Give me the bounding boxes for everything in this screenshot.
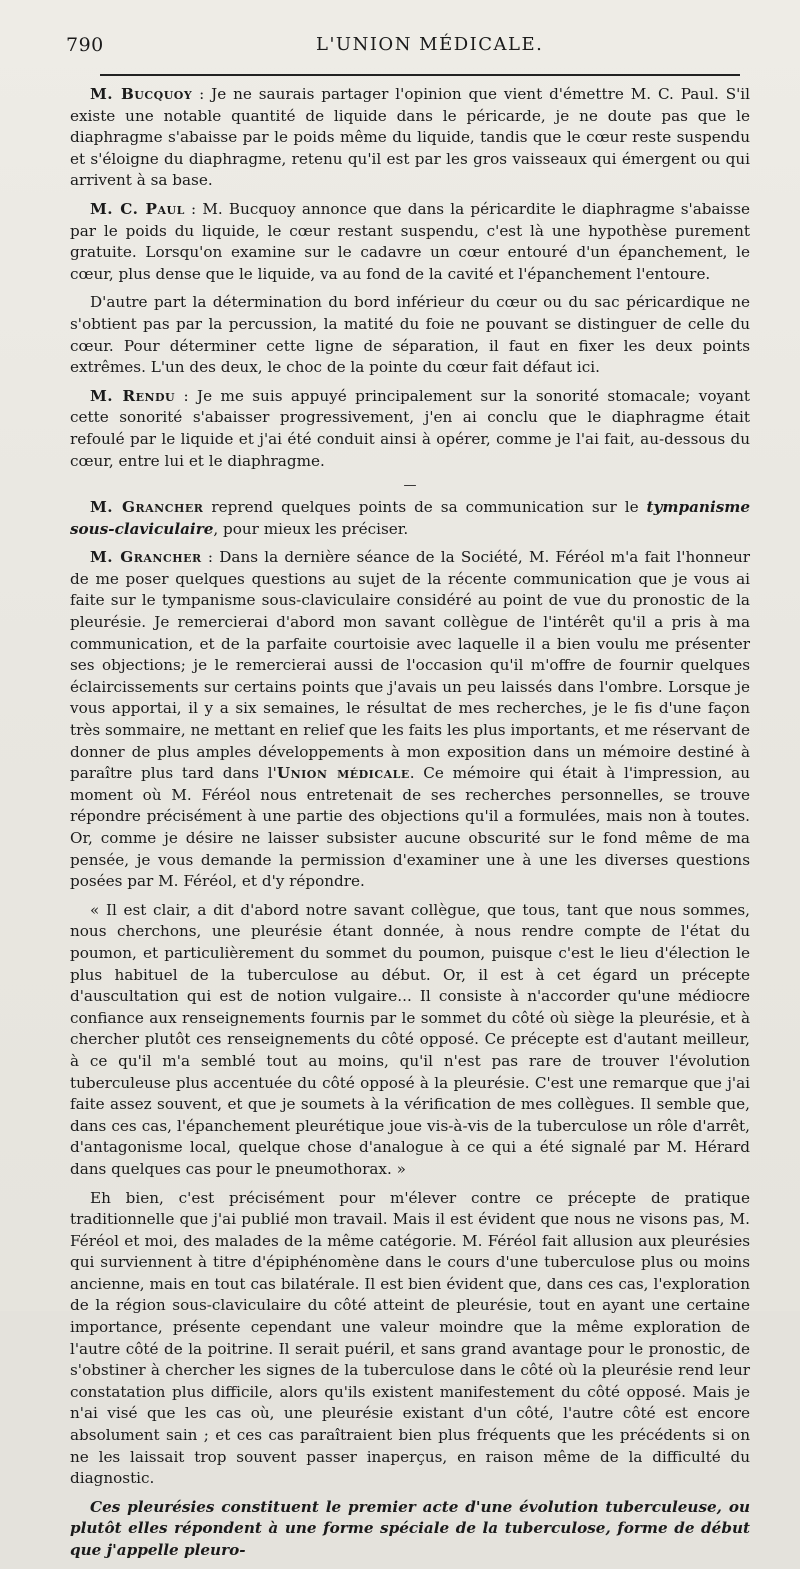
speaker-name: M. Grancher bbox=[90, 498, 204, 517]
paragraph-paul-continued bbox=[70, 292, 750, 378]
page-header bbox=[66, 34, 746, 64]
topic-title: tympanisme sous-claviculaire bbox=[70, 498, 751, 538]
paragraph-paul bbox=[70, 199, 750, 285]
journal-name: Union médicale bbox=[276, 764, 410, 783]
speaker-name: M. Rendu bbox=[90, 386, 176, 405]
paragraph-bucquoy bbox=[70, 84, 750, 192]
speaker-name: M. C. Paul bbox=[90, 199, 185, 218]
page-number: 790 bbox=[66, 34, 104, 56]
article-body bbox=[70, 84, 750, 1569]
paragraph-italic: Ces pleurésies constituent le premier acte d'une évolution tuberculeuse, ou plutôt elles répondent à une forme spéciale de la tuberculose, forme de début que j'appelle pleuro- bbox=[70, 1497, 750, 1559]
paragraph-text: , pour mieux les préciser. bbox=[213, 519, 409, 538]
paragraph-text: : Dans la dernière séance de la Société, M. Féréol m'a fait l'honneur de me poser quelques questions au sujet de la récente communication que je vous ai faite sur le tympanisme sous-claviculaire considéré au point de vue du pronostic de la pleurésie. Je remercierai d'abord mon savant collègue de l'intérêt qu'il a pris à ma communication, et de la parfaite courtoisie avec laquelle il a bien voulu me présenter ses objections; je le remercierai aussi de l'occasion qu'il m'offre de fournir quelques éclaircissements sur certains points que j'avais un peu laissés dans l'ombre. Lorsque je vous apportai, il y a six semaines, le résultat de mes recherches, je le fis d'une façon très sommaire, ne mettant en relief que les faits les plus importants, et me réservant de donner de plus amples développements à mon exposition dans un mémoire destiné à paraître plus tard dans l' bbox=[70, 548, 750, 783]
speaker-name: M. Bucquoy bbox=[90, 85, 193, 103]
running-title: L'UNION MÉDICALE. bbox=[316, 34, 544, 55]
header-rule bbox=[100, 74, 740, 76]
paragraph-rendu bbox=[70, 386, 750, 472]
paragraph-text: : M. Bucquoy annonce que dans la péricardite le diaphragme s'abaisse par le poids du liquide, le cœur restant suspendu, c'est là une hypothèse purement gratuite. Lorsqu'on examine sur le cadavre un cœur entouré d'un épanchement, le cœur, plus dense que le liquide, va au fond de la cavité et l'épanchement l'entoure. bbox=[70, 199, 750, 283]
paragraph-grancher bbox=[70, 547, 750, 893]
paragraph-text: : Je me suis appuyé principalement sur la sonorité stomacale; voyant cette sonorité s'abaisser progressivement, j'en ai conclu que le diaphragme était refoulé par le liquide et j'ai été conduit ainsi à opérer, comme je l'ai fait, au-dessous du cœur, entre lui et le diaphragme. bbox=[70, 386, 750, 470]
paragraph-quote: « Il est clair, a dit d'abord notre savant collègue, que tous, tant que nous sommes, nous cherchons, une pleurésie étant donnée, à nous rendre compte de l'état du poumon, et particulièrement du sommet du poumon, puisque c'est le lieu d'élection le plus habituel de la tuberculose au début. Or, il est à cet égard un précepte d'auscultation qui est de notion vulgaire... Il consiste à n'accorder qu'une médiocre confiance aux renseignements fournis par le sommet du côté où siège la pleurésie, et à chercher plutôt ces renseignements du côté opposé. Ce précepte est d'autant meilleur, à ce qu'il m'a semblé tout au moins, qu'il n'est pas rare de trouver l'évolution tuberculeuse plus accentuée du côté opposé à la pleurésie. C'est une remarque que j'ai faite assez souvent, et que je soumets à la vérification de mes collègues. Il semble que, dans ces cas, l'épanchement pleurétique joue vis-à-vis de la tuberculose un rôle d'arrêt, d'antagonisme local, quelque chose d'analogue à ce qui a été signalé par M. Hérard dans quelques cas pour le pneumothorax. » bbox=[70, 900, 750, 1178]
speaker-name: M. Grancher bbox=[90, 548, 202, 567]
paragraph-text: D'autre part la détermination du bord inférieur du cœur ou du sac péricardique ne s'obtient pas par la percussion, la matité du foie ne pouvant se distinguer de celle du cœur. Pour déterminer cette ligne de séparation, il faut en fixer les deux points extrêmes. L'un des deux, le choc de la pointe du cœur fait défaut ici. bbox=[70, 293, 750, 377]
paragraph-text: reprend quelques points de sa communication sur le bbox=[203, 498, 647, 517]
paragraph-response: Eh bien, c'est précisément pour m'élever contre ce précepte de pratique traditionnelle que j'ai publié mon travail. Mais il est évident que nous ne visons pas, M. Féréol et moi, des malades de la même catégorie. M. Féréol fait allusion aux pleurésies qui surviennent à titre d'épiphénomène dans le cours d'une tuberculose plus ou moins ancienne, mais en tout cas bilatérale. Il est bien évident que, dans ces cas, l'exploration de la région sous-claviculaire du côté atteint de pleurésie, tout en ayant une certaine importance, présente cependant une valeur moindre que la même exploration de l'autre côté de la poitrine. Il serait puéril, et sans grand avantage pour le pronostic, de s'obstiner à chercher les signes de la tuberculose dans le côté où la pleurésie rend leur constatation plus difficile, alors qu'ils existent manifestement du côté opposé. Mais je n'ai visé que les cas où, une pleurésie existant d'un côté, l'autre côté est encore absolument sain ; et ces cas paraîtraient bien plus fréquents que les précédents si on ne les laissait trop souvent passer inaperçus, en raison même de la difficulté du diagnostic. bbox=[70, 1188, 750, 1488]
paragraph-text: : Je ne saurais partager l'opinion que vient d'émettre M. C. Paul. S'il existe une notable quantité de liquide dans le péricarde, je ne doute pas que le diaphragme s'abaisse par le poids même du liquide, tandis que le cœur reste suspendu et s'éloigne du diaphragme, retenu qu'il est par les gros vaisseaux qui émergent ou qui arrivent à sa base. bbox=[70, 85, 751, 190]
paragraph-text: . Ce mémoire qui était à l'impression, au moment où M. Féréol nous entretenait de ses recherches personnelles, se trouve répondre précisément à une partie des objections qu'il a formulées, mais non à toutes. Or, comme je désire ne laisser subsister aucune obscurité sur le fond même de ma pensée, je vous demande la permission d'examiner une à une les diverses questions posées par M. Féréol, et d'y répondre. bbox=[70, 764, 750, 891]
paragraph-grancher-intro bbox=[70, 497, 750, 540]
section-separator: — bbox=[403, 478, 417, 494]
